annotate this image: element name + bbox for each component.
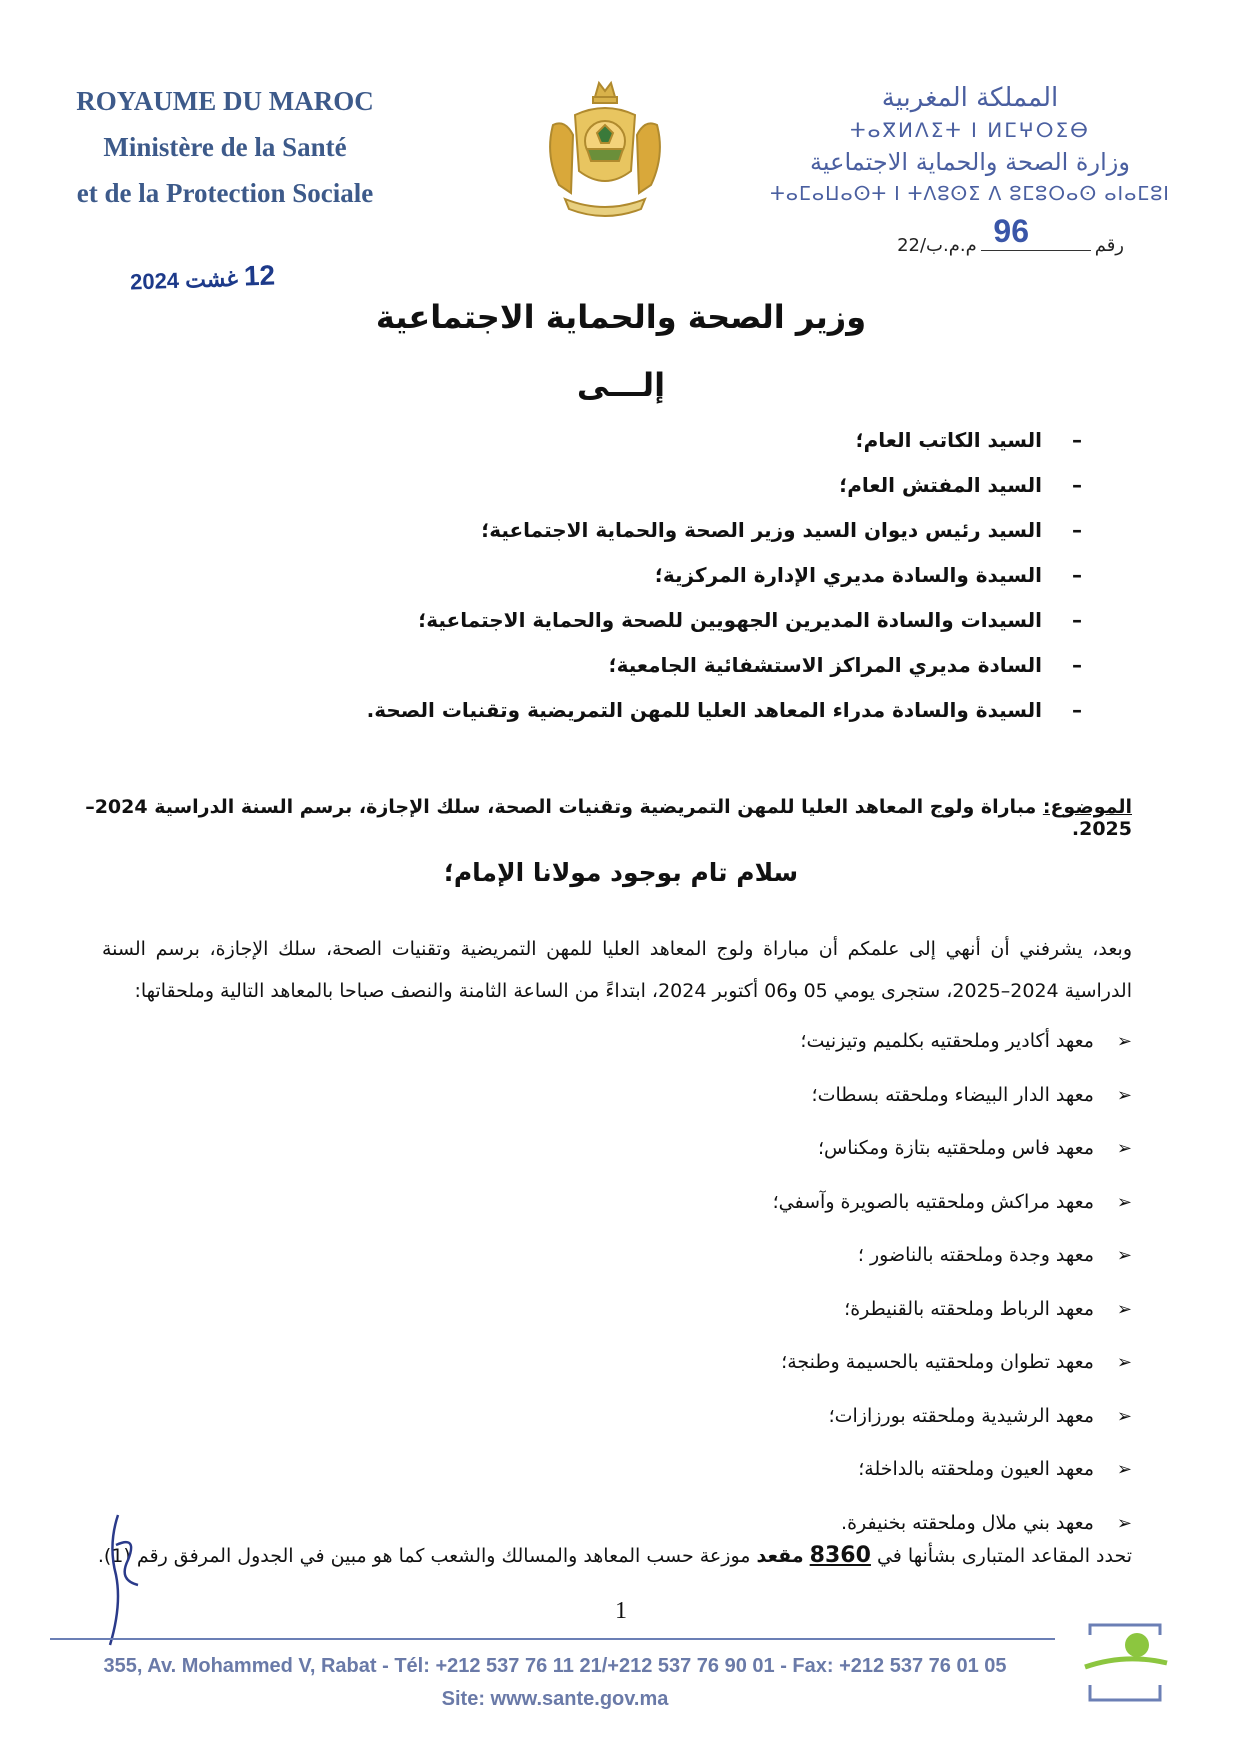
date-year: 2024 — [129, 267, 180, 295]
arrow-bullet-icon: ➢ — [1116, 1352, 1132, 1373]
fr-ministry-2: et de la Protection Sociale — [76, 178, 374, 208]
ar-kingdom: المملكة المغربية — [881, 83, 1059, 113]
to-label: إلـــى — [576, 366, 666, 404]
recipient-item: – السيدات والسادة المديرين الجهويين للصحة والحماية الاجتماعية؛ — [418, 608, 1082, 632]
tifinagh-kingdom: ⵜⴰⴳⵍⴷⵉⵜ ⵏ ⵍⵎⵖⵔⵉⴱ — [850, 118, 1090, 142]
signature-initials-icon — [88, 1505, 158, 1655]
arrow-bullet-icon: ➢ — [1116, 1031, 1132, 1052]
reference-handwritten-number: 96 — [993, 213, 1029, 249]
closing-sentence: تحدد المقاعد المتبارى بشأنها في 8360 مقعد موزعة حسب المعاهد والمسالك والشعب كما هو مبين في الجدول المرفق رقم (1). — [97, 1543, 1132, 1568]
salutation: سلام تام بوجود مولانا الإمام؛ — [443, 858, 799, 887]
institute-item: ➢ معهد مراكش وملحقتيه بالصويرة وآسفي؛ — [232, 1176, 1132, 1230]
recipient-item: – السيد الكاتب العام؛ — [855, 428, 1082, 452]
recipients-list — [182, 418, 1082, 733]
subject-line — [82, 796, 1132, 840]
reference-label: رقم — [1094, 235, 1124, 256]
date-day: 12 — [243, 259, 276, 292]
institute-item: ➢ معهد الرشيدية وملحقته بورزازات؛ — [232, 1390, 1132, 1444]
date-month: غشت — [184, 265, 239, 293]
subject-text: مباراة ولوج المعاهد العليا للمهن التمريضية وتقنيات الصحة، سلك الإجازة، برسم السنة الدراسية 2024–2025. — [85, 796, 1132, 840]
reference-number — [897, 213, 1124, 256]
arrow-bullet-icon: ➢ — [1116, 1084, 1132, 1106]
institute-item: ➢ معهد فاس وملحقتيه بتازة ومكناس؛ — [232, 1122, 1132, 1176]
footer-website: Site: www.sante.gov.ma — [441, 1688, 669, 1710]
fr-ministry: Ministère de la Santé — [103, 132, 347, 162]
ar-ministry: وزارة الصحة والحماية الاجتماعية — [810, 148, 1130, 176]
institute-item: ➢ معهد بني ملال وملحقته بخنيفرة. — [232, 1497, 1132, 1551]
footer-divider — [50, 1638, 1055, 1640]
page-number: 1 — [615, 1598, 627, 1624]
arrow-bullet-icon: ➢ — [1116, 1298, 1132, 1320]
royal-emblem-icon — [535, 75, 675, 225]
arrow-bullet-icon: ➢ — [1116, 1512, 1132, 1534]
arabic-header — [760, 80, 1180, 208]
footer-address: 355, Av. Mohammed V, Rabat - Tél: +212 537 76 11 21/+212 537 76 90 01 - Fax: +212 537 76 01 05 — [103, 1655, 1007, 1677]
arrow-bullet-icon: ➢ — [1116, 1191, 1132, 1213]
institutes-list — [232, 1015, 1132, 1550]
recipient-item: – السيد المفتش العام؛ — [839, 473, 1082, 497]
recipient-item: – السيد رئيس ديوان السيد وزير الصحة والحماية الاجتماعية؛ — [481, 518, 1082, 542]
seats-count: 8360 — [809, 1543, 871, 1568]
institute-item: ➢ معهد وجدة وملحقته بالناضور ؛ — [232, 1229, 1132, 1283]
fr-kingdom: ROYAUME DU MAROC — [76, 86, 374, 116]
reference-suffix: م.م.ب/22 — [897, 235, 977, 256]
body-paragraph: وبعد، يشرفني أن أنهي إلى علمكم أن مباراة ولوج المعاهد العليا للمهن التمريضية وتقنيات الصحة، سلك الإجازة، برسم السنة الدراسية 2024–2025، ستجرى يومي 05 و06 أكتوبر 2024، ابتداءً من الساعة الثامنة والنصف صباحا بالمعاهد التالية وملحقاتها: — [102, 938, 1132, 1002]
date-stamp — [129, 259, 275, 296]
reference-line — [981, 250, 1091, 251]
french-header — [40, 78, 410, 216]
institute-item: ➢ معهد أكادير وملحقتيه بكلميم وتيزنيت؛ — [232, 1015, 1132, 1069]
institute-item: ➢ معهد الرباط وملحقته بالقنيطرة؛ — [232, 1283, 1132, 1337]
recipient-item: – السادة مديري المراكز الاستشفائية الجامعية؛ — [608, 653, 1082, 677]
tifinagh-ministry: ⵜⴰⵎⴰⵡⴰⵙⵜ ⵏ ⵜⴷⵓⵙⵉ ⴷ ⵓⵎⵓⵔⴰⵙ ⴰⵏⴰⵎⵓⵏ — [770, 183, 1170, 205]
letter-title: وزير الصحة والحماية الاجتماعية — [375, 298, 867, 336]
arrow-bullet-icon: ➢ — [1116, 1245, 1132, 1266]
arrow-bullet-icon: ➢ — [1116, 1138, 1132, 1159]
institute-item: ➢ معهد العيون وملحقته بالداخلة؛ — [232, 1443, 1132, 1497]
ministry-logo-icon — [1075, 1615, 1175, 1715]
institute-item: ➢ معهد الدار البيضاء وملحقته بسطات؛ — [232, 1069, 1132, 1123]
arrow-bullet-icon: ➢ — [1116, 1459, 1132, 1480]
recipient-item: – السيدة والسادة مدراء المعاهد العليا للمهن التمريضية وتقنيات الصحة. — [366, 698, 1082, 722]
arrow-bullet-icon: ➢ — [1116, 1405, 1132, 1427]
subject-label: الموضوع: — [1042, 796, 1132, 818]
institute-item: ➢ معهد تطوان وملحقتيه بالحسيمة وطنجة؛ — [232, 1336, 1132, 1390]
recipient-item: – السيدة والسادة مديري الإدارة المركزية؛ — [654, 563, 1082, 587]
